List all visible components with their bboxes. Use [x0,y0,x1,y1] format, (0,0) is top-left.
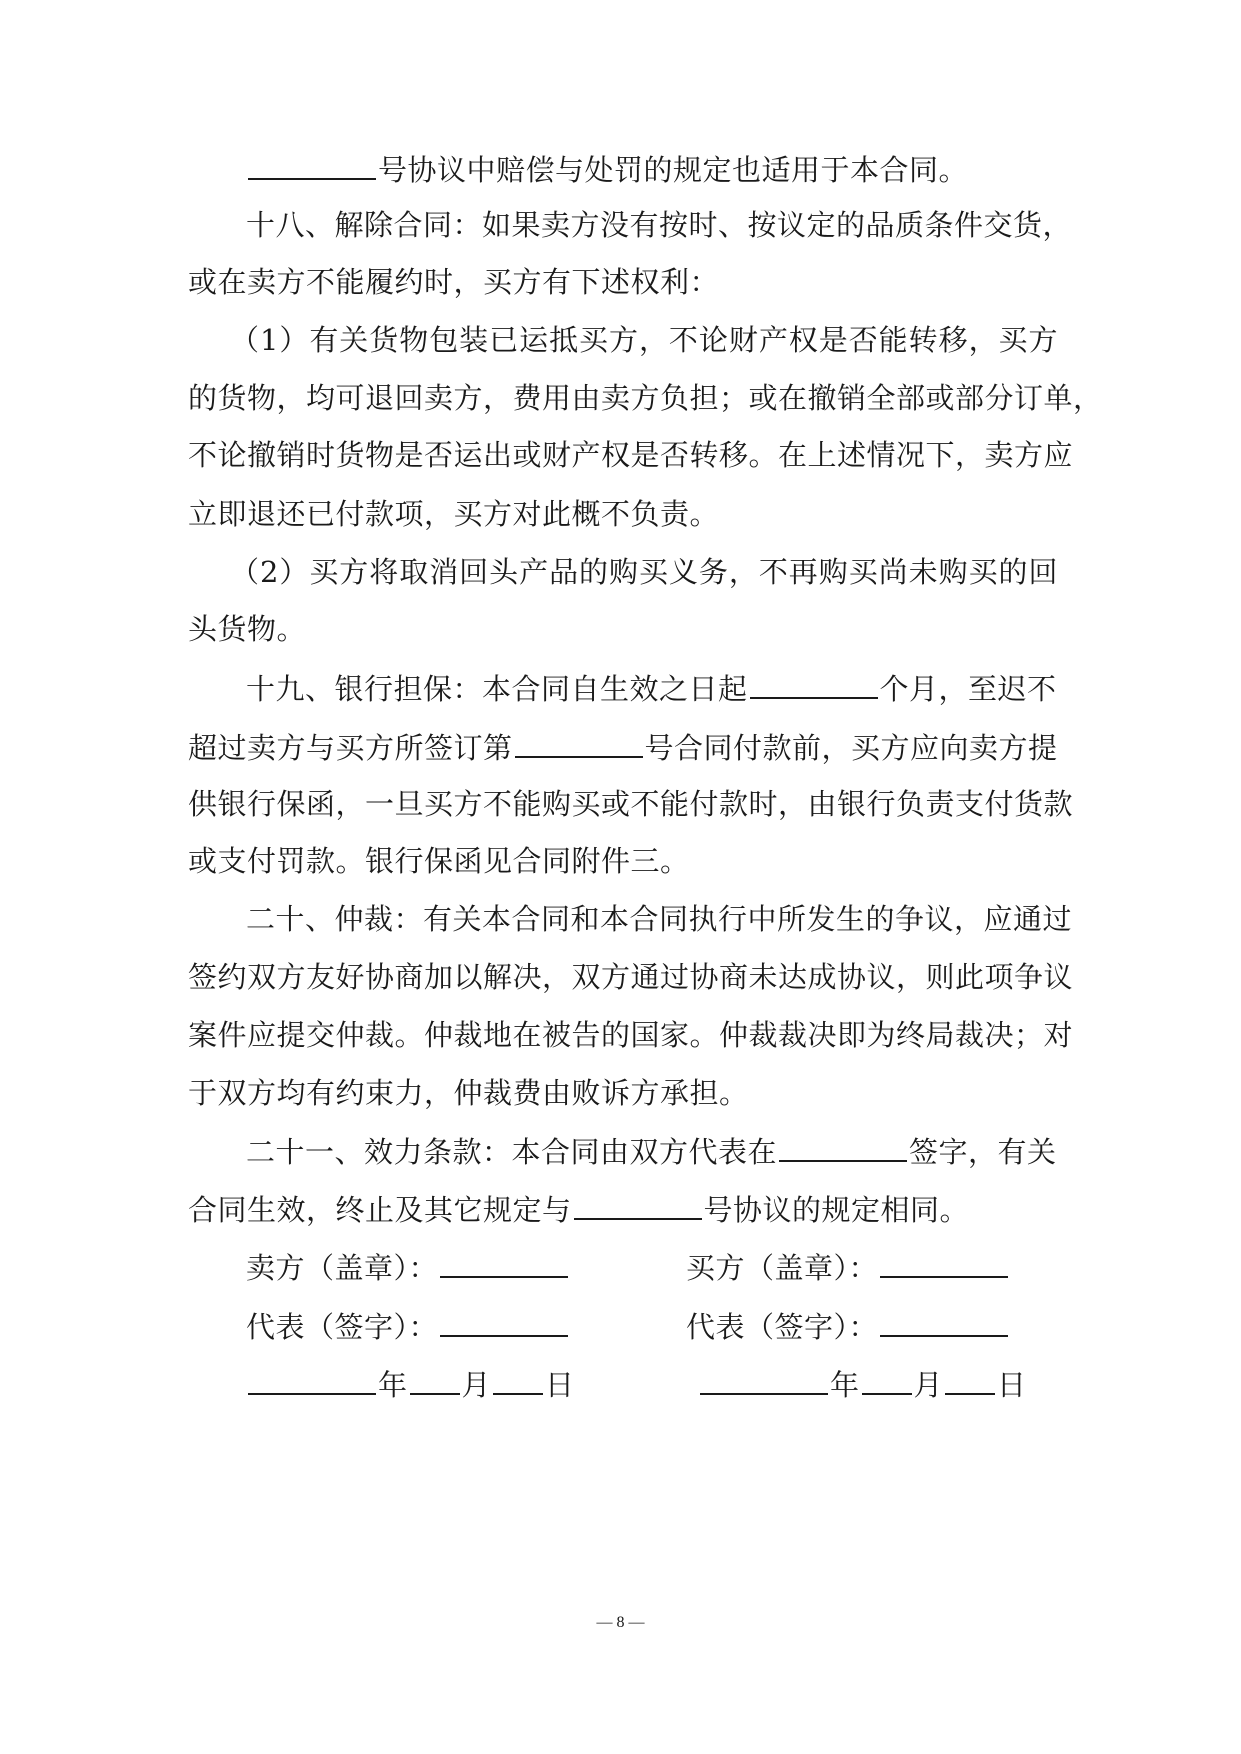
month-label: 月 [461,1368,492,1402]
text-line: 头货物。 [188,612,307,646]
text-segment: 个月，至迟不 [879,672,1057,706]
text-line: 立即退还已付款项，买方对此概不负责。 [188,497,720,531]
text-line: 或支付罚款。银行保函见合同附件三。 [188,844,690,878]
text-line [246,148,1058,188]
seller-day-field[interactable] [493,1363,543,1395]
buyer-seal-line [686,1246,1010,1288]
month-label: 月 [913,1368,944,1402]
text-segment: 号合同付款前，买方应向卖方提 [644,731,1058,765]
seller-year-field[interactable] [248,1363,376,1395]
blank-field[interactable] [779,1130,907,1162]
seller-seal-field[interactable] [440,1246,568,1278]
seller-rep-field[interactable] [440,1305,568,1337]
seller-seal-line [246,1246,570,1288]
buyer-rep-label: 代表（签字）： [686,1310,879,1344]
buyer-day-field[interactable] [945,1363,995,1395]
clause-20-title: 二十、仲裁：有关本合同和本合同执行中所发生的争议，应通过 [246,902,1073,936]
buyer-rep-field[interactable] [880,1305,1008,1337]
text-line: 的货物，均可退回卖方，费用由卖方负担；或在撤销全部或部分订单， [188,381,1103,415]
seller-date-line [246,1363,575,1405]
text-line [188,726,1058,766]
clause-18-item-1: （1）有关货物包装已运抵买方，不论财产权是否能转移，买方 [230,323,1058,357]
text-line: 供银行保函，一旦买方不能购买或不能付款时，由银行负责支付货款 [188,787,1074,821]
buyer-year-field[interactable] [700,1363,828,1395]
clause-21-title [246,1130,1058,1170]
text-line: 不论撤销时货物是否运出或财产权是否转移。在上述情况下，卖方应 [188,438,1074,472]
text-line: 于双方均有约束力，仲裁费由败诉方承担。 [188,1076,749,1110]
text-line: 案件应提交仲裁。仲裁地在被告的国家。仲裁裁决即为终局裁决；对 [188,1018,1074,1052]
text-segment: 号协议中赔偿与处罚的规定也适用于本合同。 [378,153,969,187]
clause-19-title [246,667,1058,707]
text-segment: 签字，有关 [909,1135,1057,1169]
blank-field[interactable] [574,1188,702,1220]
day-label: 日 [545,1368,575,1402]
seller-rep-line [246,1305,570,1347]
text-segment: 二十一、效力条款：本合同由双方代表在 [246,1135,778,1169]
clause-18-title: 十八、解除合同：如果卖方没有按时、按议定的品质条件交货， [246,208,1073,242]
buyer-rep-line [686,1305,1010,1347]
text-segment: 号协议的规定相同。 [703,1193,970,1227]
seller-seal-label: 卖方（盖章）： [246,1251,439,1285]
day-label: 日 [997,1368,1027,1402]
text-segment: 超过卖方与买方所签订第 [188,731,513,765]
year-label: 年 [378,1368,408,1402]
buyer-seal-field[interactable] [880,1246,1008,1278]
blank-field[interactable] [248,148,376,180]
buyer-seal-label: 买方（盖章）： [686,1251,879,1285]
seller-month-field[interactable] [410,1363,460,1395]
text-line [188,1188,1058,1228]
text-segment: 十九、银行担保：本合同自生效之日起 [246,672,748,706]
text-line: 签约双方友好协商加以解决，双方通过协商未达成协议，则此项争议 [188,960,1074,994]
seller-rep-label: 代表（签字）： [246,1310,439,1344]
buyer-date-line [698,1363,1027,1405]
blank-field[interactable] [515,726,643,758]
clause-18-item-2: （2）买方将取消回头产品的购买义务，不再购买尚未购买的回 [230,555,1058,589]
buyer-month-field[interactable] [862,1363,912,1395]
year-label: 年 [830,1368,860,1402]
page-number: — 8 — [596,1614,645,1631]
text-segment: 合同生效，终止及其它规定与 [188,1193,572,1227]
text-line: 或在卖方不能履约时，买方有下述权利： [188,265,720,299]
blank-field[interactable] [750,667,878,699]
